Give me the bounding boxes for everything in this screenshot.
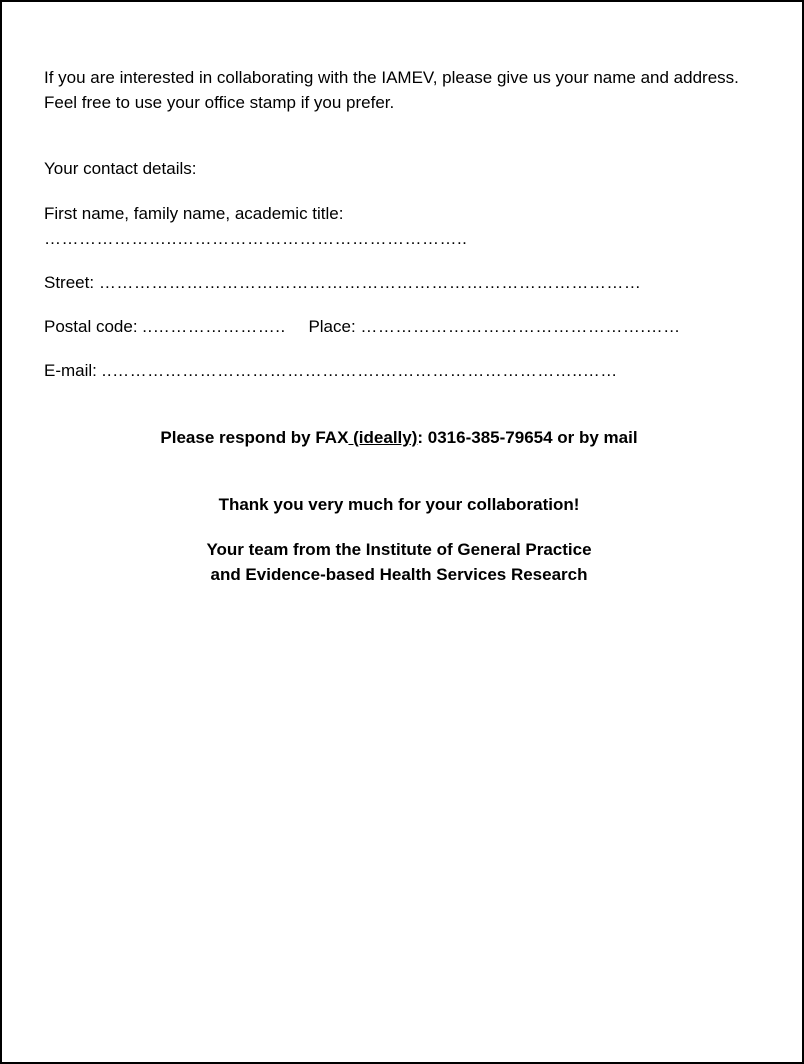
postal-code-field-label: Postal code: bbox=[44, 317, 138, 336]
name-field-label: First name, family name, academic title: bbox=[44, 204, 344, 223]
street-field-write-line: ………………………………………………………………………………… bbox=[98, 273, 642, 292]
email-write-line: ..……………………………………….……………………………..…… bbox=[101, 361, 618, 380]
name-field-write-line: …………………..………………………………………….. bbox=[44, 229, 468, 248]
email-field-line bbox=[44, 358, 754, 383]
postal-place-field-line bbox=[44, 314, 754, 339]
intro-paragraph: If you are interested in collaborating with the IAMEV, please give us your name and address. Feel free to use your office stamp if you prefer. bbox=[44, 68, 739, 112]
signature-block bbox=[44, 537, 754, 587]
fax-line-ideally-underlined: (ideally) bbox=[348, 428, 418, 447]
postal-code-write-line: ..………………….. bbox=[142, 317, 286, 336]
place-write-line: ………………………………………….…… bbox=[360, 317, 681, 336]
place-field-label: Place: bbox=[308, 317, 356, 336]
email-field-label: E-mail: bbox=[44, 361, 97, 380]
street-field-label: Street: bbox=[44, 273, 95, 292]
thank-you-line: Thank you very much for your collaboration! bbox=[218, 495, 580, 514]
fax-line-number-and-mail: : 0316-385-79654 or by mail bbox=[417, 428, 638, 447]
fax-line-prefix: Please respond by FAX bbox=[160, 428, 349, 447]
street-field-line bbox=[44, 270, 754, 295]
fax-response-line bbox=[44, 425, 754, 450]
team-line-2: and Evidence-based Health Services Research bbox=[210, 565, 588, 584]
team-line-1: Your team from the Institute of General Practice bbox=[206, 540, 592, 559]
contact-details-heading: Your contact details: bbox=[44, 159, 197, 178]
